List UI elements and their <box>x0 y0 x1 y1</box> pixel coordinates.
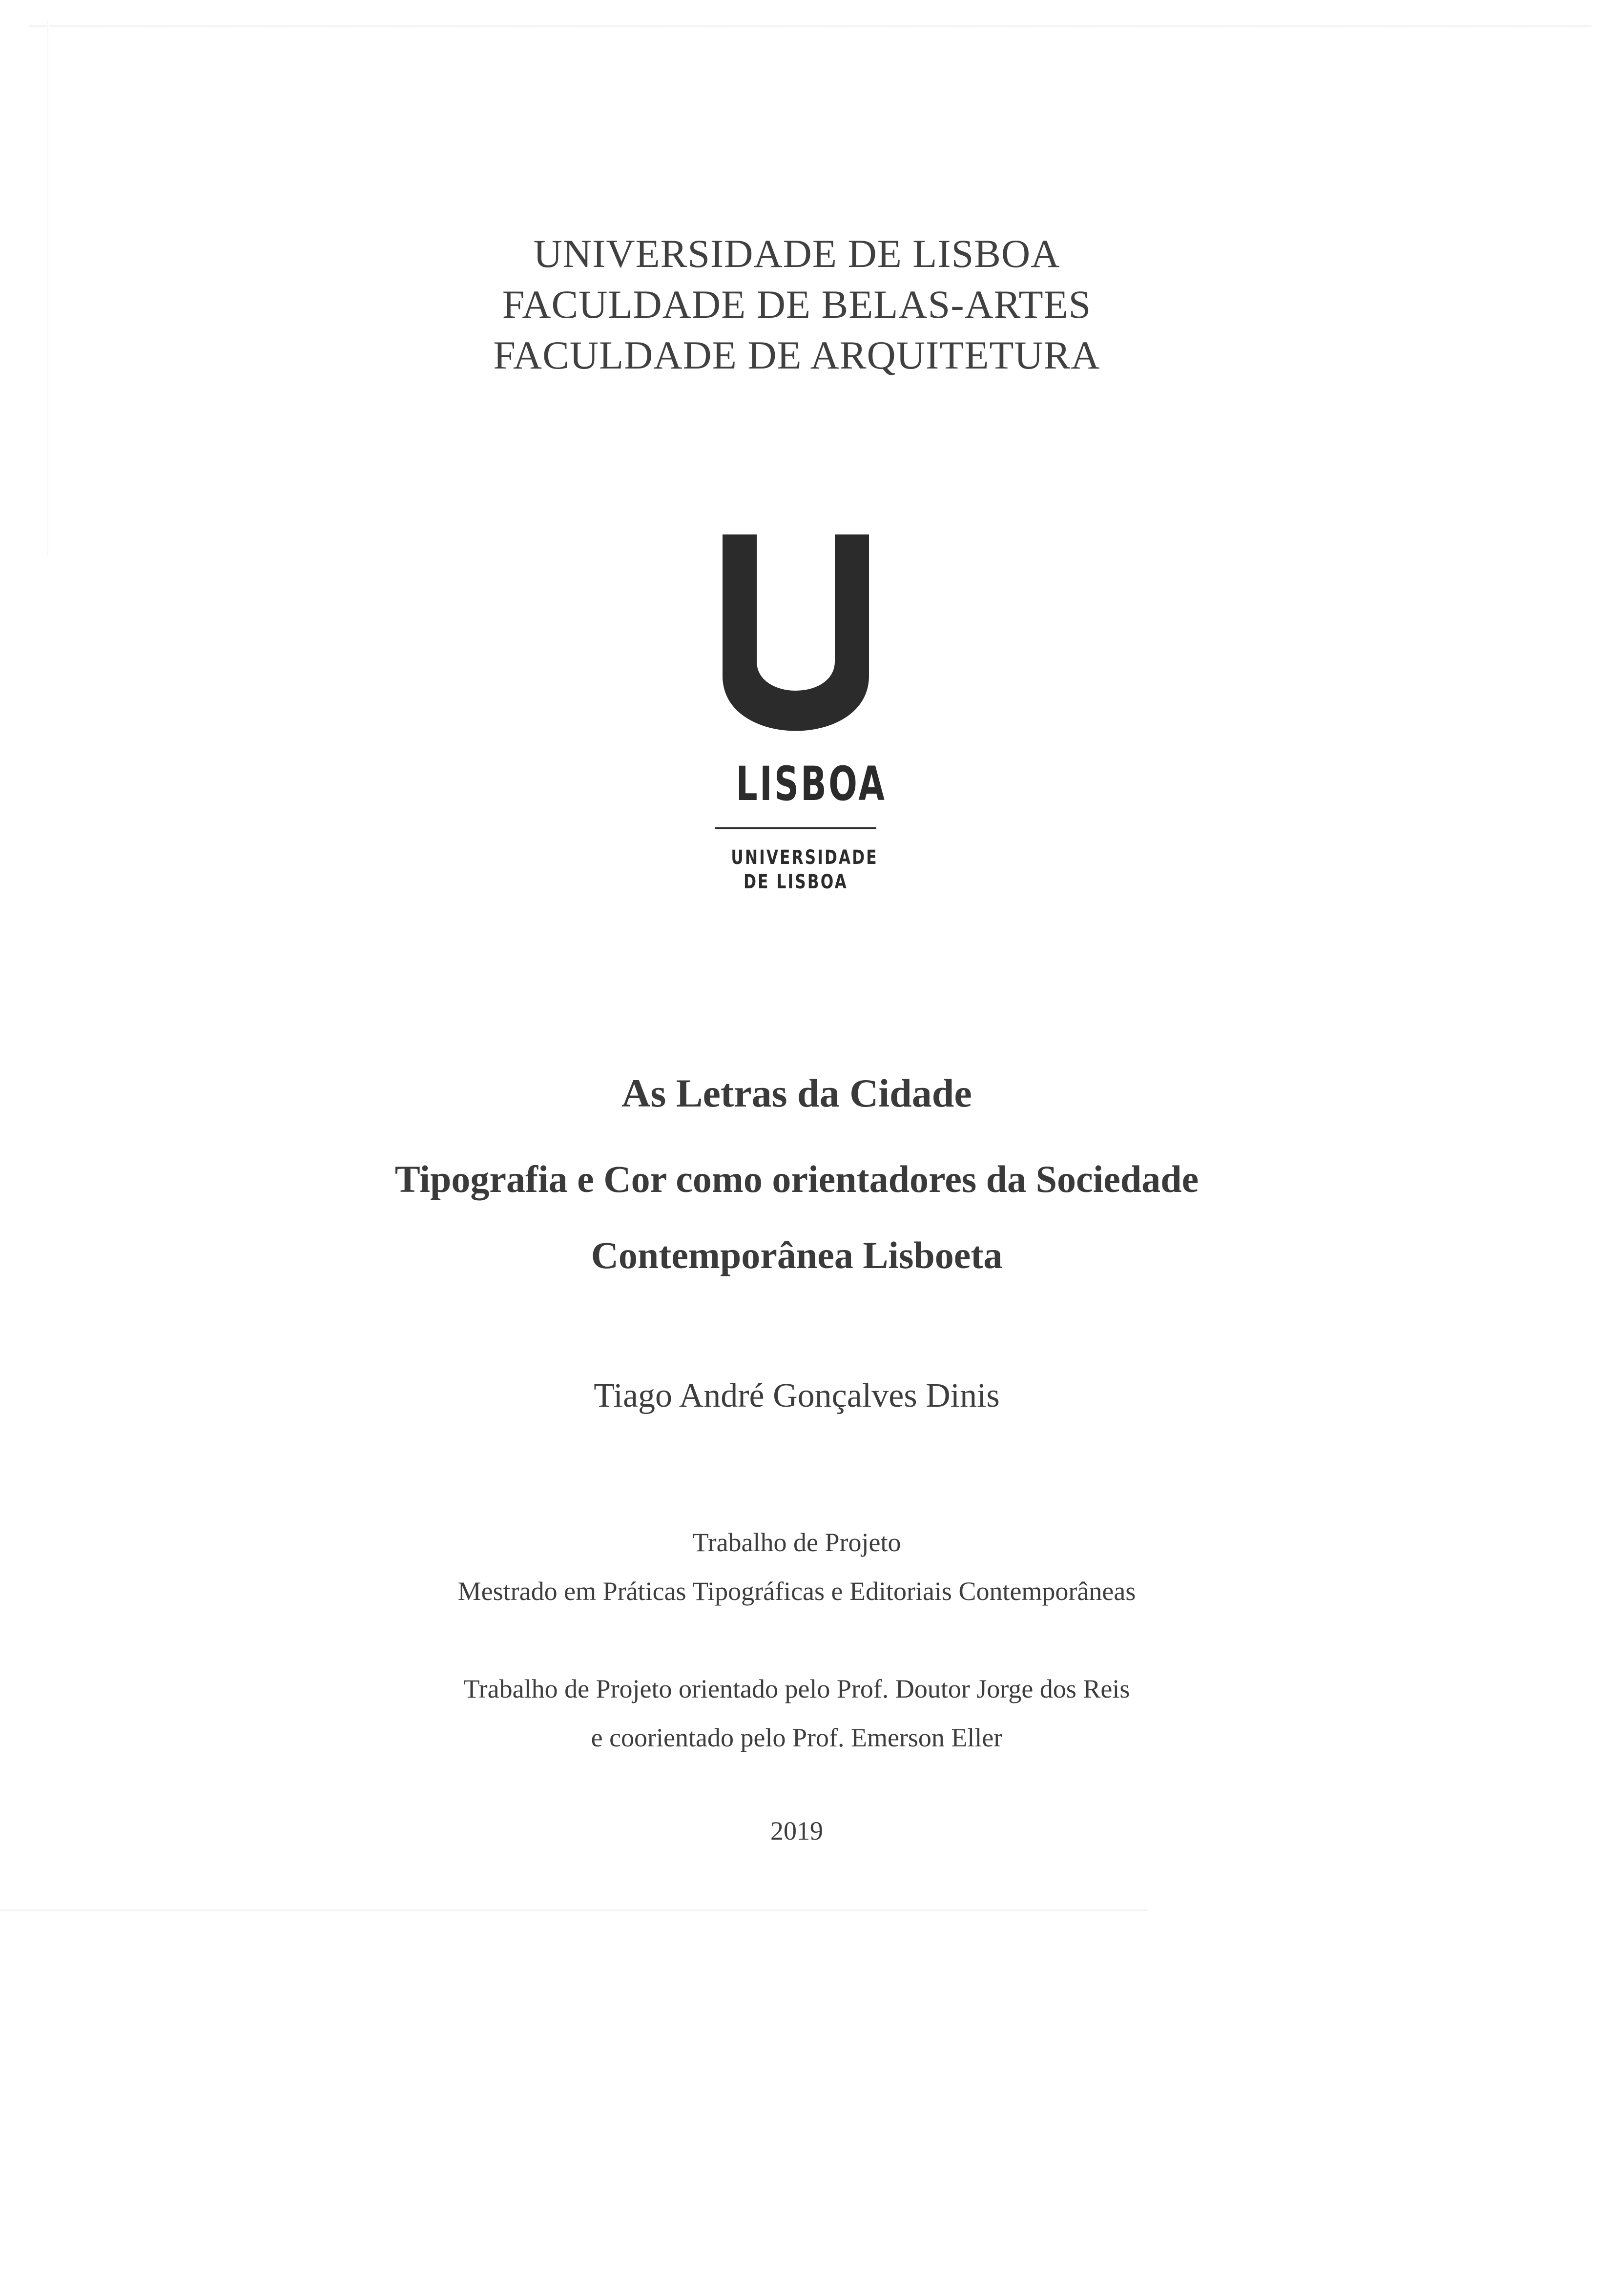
supervision-info <box>0 1664 1593 1762</box>
thesis-subtitle-line2: Contemporânea Lisboeta <box>591 1234 1003 1276</box>
degree-name: Mestrado em Práticas Tipográficas e Editoriais Contemporâneas <box>457 1577 1136 1606</box>
faculty-fine-arts: FACULDADE DE BELAS-ARTES <box>502 282 1092 327</box>
logo-wordmark: LISBOA <box>736 757 887 811</box>
institution-header <box>0 228 1593 381</box>
co-supervisor-line: e coorientado pelo Prof. Emerson Eller <box>591 1723 1003 1752</box>
thesis-subtitle <box>0 1141 1593 1293</box>
scan-fold-line <box>0 1909 1147 1911</box>
logo-divider <box>715 827 876 829</box>
thesis-title: As Letras da Cidade <box>621 1071 972 1115</box>
supervisor-line: Trabalho de Projeto orientado pelo Prof. Doutor Jorge dos Reis <box>463 1674 1130 1703</box>
publication-year: 2019 <box>770 1816 823 1845</box>
logo-subtitle-line2: DE LISBOA <box>744 871 848 893</box>
work-info <box>0 1518 1593 1616</box>
work-type: Trabalho de Projeto <box>692 1528 901 1557</box>
thesis-title-block <box>0 1064 1593 1293</box>
u-logo-icon <box>713 534 879 739</box>
faculty-architecture: FACULDADE DE ARQUITETURA <box>493 333 1100 377</box>
university-name: UNIVERSIDADE DE LISBOA <box>533 231 1060 276</box>
thesis-subtitle-line1: Tipografia e Cor como orientadores da Sociedade <box>394 1158 1199 1200</box>
author-name: Tiago André Gonçalves Dinis <box>594 1377 1000 1414</box>
logo-subtitle-line1: UNIVERSIDADE <box>731 846 878 869</box>
scan-edge-top <box>29 25 1592 28</box>
university-logo <box>713 534 887 905</box>
